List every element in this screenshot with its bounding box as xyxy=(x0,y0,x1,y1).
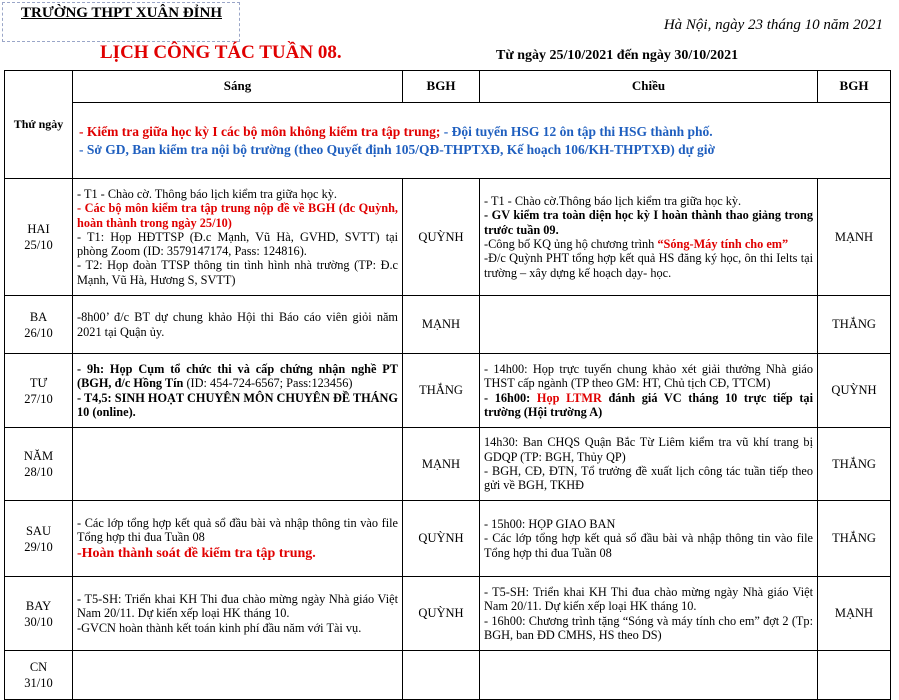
day-name: BAY xyxy=(25,598,52,613)
afternoon-text: - 16h00: xyxy=(484,390,537,405)
morning-cell xyxy=(73,428,403,501)
table-row xyxy=(5,296,891,354)
bgh-afternoon-cell: THẮNG xyxy=(818,428,891,501)
table-row xyxy=(5,501,891,577)
header-bgh-afternoon: BGH xyxy=(818,71,891,103)
bgh-morning-cell: QUỲNH xyxy=(403,179,480,296)
afternoon-text: đánh giá VC tháng 10 trực tiếp tại trường (Hội trường A) xyxy=(484,390,814,419)
bgh-morning-cell: THẮNG xyxy=(403,354,480,428)
afternoon-item: - GV kiểm tra toàn diện học kỳ I hoàn thành thao giảng trong trước tuần 09. xyxy=(484,208,813,237)
day-name: CN xyxy=(29,660,48,674)
afternoon-item xyxy=(484,391,813,420)
header-morning: Sáng xyxy=(73,71,403,103)
bgh-afternoon-cell: QUỲNH xyxy=(818,354,891,428)
bgh-afternoon-cell xyxy=(818,651,891,700)
morning-cell xyxy=(73,296,403,354)
bgh-morning-cell: MẠNH xyxy=(403,428,480,501)
bgh-morning-cell: QUỲNH xyxy=(403,577,480,651)
day-cell xyxy=(5,501,73,577)
morning-item: -8h00’ đ/c BT dự chung khảo Hội thi Báo cáo viên giỏi năm 2021 tại Quận ủy. xyxy=(77,310,398,339)
bgh-afternoon-cell: THẮNG xyxy=(818,501,891,577)
morning-item: - T1 - Chào cờ. Thông báo lịch kiểm tra giữa học kỳ. xyxy=(77,186,337,201)
day-name: TƯ xyxy=(29,375,48,390)
day-cell xyxy=(5,179,73,296)
table-row xyxy=(5,354,891,428)
afternoon-cell xyxy=(480,179,818,296)
morning-cell xyxy=(73,577,403,651)
afternoon-cell xyxy=(480,428,818,501)
table-row xyxy=(5,651,891,700)
header-row xyxy=(5,71,891,103)
day-cell xyxy=(5,428,73,501)
day-name: HAI xyxy=(27,222,50,236)
place-date: Hà Nội, ngày 23 tháng 10 năm 2021 xyxy=(663,17,883,33)
day-date: 30/10 xyxy=(24,614,53,629)
notice-part1: - Kiểm tra giữa học kỳ I các bộ môn không kiểm tra tập trung; xyxy=(79,123,441,139)
bgh-afternoon-cell: THẮNG xyxy=(818,296,891,354)
morning-item: - Các bộ môn kiểm tra tập trung nộp đề về BGH (đc Quỳnh, hoàn thành trong ngày 25/10) xyxy=(77,201,398,230)
afternoon-cell xyxy=(480,296,818,354)
afternoon-item: - BGH, CĐ, ĐTN, Tổ trưởng đề xuất lịch công tác tuần tiếp theo gửi về BGH, TKHĐ xyxy=(484,464,813,493)
afternoon-item: - 16h00: Chương trình tặng “Sóng và máy tính cho em” đợt 2 (Tp: BGH, ban ĐD CMHS, HS theo DS) xyxy=(484,613,813,642)
day-date: 29/10 xyxy=(24,539,53,554)
afternoon-item xyxy=(484,237,813,251)
morning-item: -GVCN hoàn thành kết toán kinh phí đầu năm với Tài vụ. xyxy=(77,620,362,635)
afternoon-cell xyxy=(480,651,818,700)
day-date: 31/10 xyxy=(24,676,53,690)
day-name: BA xyxy=(29,309,48,324)
afternoon-item: - T5-SH: Triển khai KH Thi đua chào mừng ngày Nhà giáo Việt Nam 20/11. Dự kiến xếp loại HK tháng 10. xyxy=(484,584,813,614)
morning-item: - T5-SH: Triển khai KH Thi đua chào mừng ngày Nhà giáo Việt Nam 20/11. Dự kiến xếp loại HK tháng 10. xyxy=(77,592,398,621)
afternoon-text: -Công bố KQ ủng hộ chương trình xyxy=(484,237,658,251)
day-cell xyxy=(5,354,73,428)
morning-item: - T1: Họp HĐTTSP (Đ.c Mạnh, Vũ Hà, GVHD, SVTT) tại phòng Zoom (ID: 3579147174, Pass: 124816). xyxy=(77,229,398,259)
morning-text: (ID: 454-724-6567; Pass:123456) xyxy=(183,376,353,391)
day-date: 26/10 xyxy=(24,325,53,340)
afternoon-cell xyxy=(480,501,818,577)
afternoon-item: - 14h00: Họp trực tuyến chung khảo xét giải thưởng Nhà giáo THST cấp ngành (TP theo GM: HT, Chủ tịch CĐ, TTCM) xyxy=(484,361,813,391)
morning-item xyxy=(77,362,398,391)
day-date: 27/10 xyxy=(24,391,53,406)
afternoon-highlight: “Sóng-Máy tính cho em” xyxy=(657,237,789,251)
bgh-morning-cell: MẠNH xyxy=(403,296,480,354)
day-cell xyxy=(5,577,73,651)
morning-cell xyxy=(73,651,403,700)
morning-item: - T2: Họp đoàn TTSP thông tin tình hình nhà trường (TP: Đ.c Mạnh, Vũ Hà, Hương S, SVTT) xyxy=(77,258,398,287)
bgh-afternoon-cell: MẠNH xyxy=(818,179,891,296)
morning-item: - Các lớp tổng hợp kết quả sổ đầu bài và nhập thông tin vào file Tổng hợp thi đua Tuần 08 xyxy=(77,516,398,545)
day-cell xyxy=(5,651,73,700)
date-range: Từ ngày 25/10/2021 đến ngày 30/10/2021 xyxy=(496,48,739,63)
morning-text: - 9h: Họp Cụm tổ chức thi và cấp chứng nhận nghề PT (BGH, đ/c Hồng Tín xyxy=(77,361,398,391)
bgh-afternoon-cell: MẠNH xyxy=(818,577,891,651)
afternoon-item: - Các lớp tổng hợp kết quả sổ đầu bài và nhập thông tin vào file Tổng hợp thi đua Tuần 08 xyxy=(484,531,813,560)
afternoon-highlight: Họp LTMR xyxy=(536,390,602,405)
morning-item: - T4,5: SINH HOẠT CHUYÊN MÔN CHUYÊN ĐỀ THÁNG 10 (online). xyxy=(77,390,398,419)
document-title: LỊCH CÔNG TÁC TUẦN 08. xyxy=(100,42,342,63)
notice-part3: - Sở GD, Ban kiểm tra nội bộ trường (theo Quyết định 105/QĐ-THPTXĐ, Kế hoạch 106/KH-THPTXĐ) dự giờ xyxy=(79,141,716,157)
notice-row xyxy=(5,103,891,179)
morning-item: -Hoàn thành soát đề kiểm tra tập trung. xyxy=(77,545,316,561)
day-date: 25/10 xyxy=(24,238,53,252)
afternoon-item: - T1 - Chào cờ.Thông báo lịch kiểm tra giữa học kỳ. xyxy=(484,194,742,209)
table-row xyxy=(5,179,891,296)
morning-cell xyxy=(73,501,403,577)
afternoon-item: - 15h00: HỌP GIAO BAN xyxy=(484,517,616,532)
morning-cell xyxy=(73,179,403,296)
notice-cell xyxy=(73,103,891,179)
table-row xyxy=(5,428,891,501)
morning-cell xyxy=(73,354,403,428)
header-day: Thứ ngày xyxy=(5,71,73,179)
afternoon-item: 14h30: Ban CHQS Quận Bắc Từ Liêm kiểm tra vũ khí trang bị GDQP (TP: BGH, Thủy QP) xyxy=(484,435,813,464)
table-row xyxy=(5,577,891,651)
day-cell xyxy=(5,296,73,354)
header-bgh-morning: BGH xyxy=(403,71,480,103)
school-name: TRƯỜNG THPT XUÂN ĐỈNH xyxy=(21,5,222,21)
bgh-morning-cell xyxy=(403,651,480,700)
afternoon-cell xyxy=(480,577,818,651)
day-name: NĂM xyxy=(23,449,54,463)
schedule-table xyxy=(4,70,891,700)
notice-part2: - Đội tuyển HSG 12 ôn tập thi HSG thành phố. xyxy=(443,123,713,139)
bgh-morning-cell: QUỲNH xyxy=(403,501,480,577)
day-name: SAU xyxy=(25,523,51,538)
afternoon-item: -Đ/c Quỳnh PHT tổng hợp kết quả HS đăng ký học, ôn thi Ielts tại trường – xây dựng kế hoạch dạy- học. xyxy=(484,251,813,280)
header-afternoon: Chiều xyxy=(480,71,818,103)
day-date: 28/10 xyxy=(24,465,53,479)
afternoon-cell xyxy=(480,354,818,428)
